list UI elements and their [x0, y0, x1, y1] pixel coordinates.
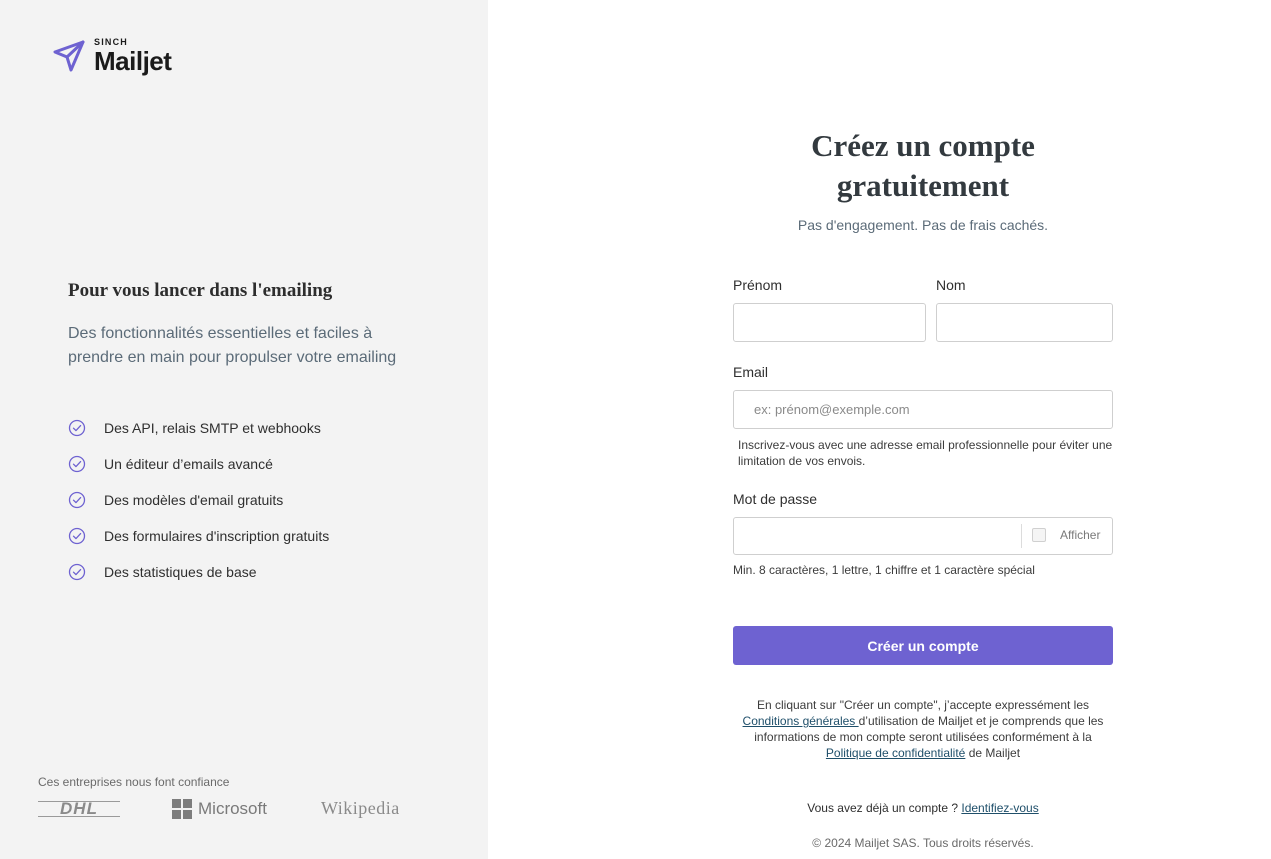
- check-circle-icon: [68, 527, 86, 545]
- microsoft-logo: [172, 799, 267, 819]
- feature-label: Des formulaires d'inscription gratuits: [104, 528, 330, 544]
- legal-text: En cliquant sur "Créer un compte", j’accepte expressément les Conditions générales d’utilisation de Mailjet et je comprends que les informations de mon compte seront utilisées conformément à la Politique de confidentialité de Mailjet: [742, 698, 1104, 760]
- check-circle-icon: [68, 419, 86, 437]
- feature-label: Des modèles d'email gratuits: [104, 492, 284, 508]
- email-label: Email: [733, 364, 769, 380]
- lastname-label: Nom: [936, 277, 966, 293]
- lastname-input[interactable]: [936, 303, 1113, 342]
- email-hint: Inscrivez-vous avec une adresse email professionnelle pour éviter une limitation de vos envois.: [738, 438, 1113, 468]
- terms-link[interactable]: Conditions générales: [742, 714, 859, 728]
- password-label: Mot de passe: [733, 491, 818, 507]
- feature-item: [68, 410, 428, 446]
- password-field: [733, 517, 1113, 555]
- page-title: Créez un compte gratuitement: [811, 128, 1035, 203]
- show-password-checkbox[interactable]: [1032, 528, 1046, 542]
- feature-list: [68, 410, 428, 590]
- trust-logos: [38, 798, 400, 819]
- trust-section: [38, 773, 229, 791]
- show-password-label[interactable]: Afficher: [1060, 528, 1101, 542]
- microsoft-logo-text: Microsoft: [198, 798, 267, 818]
- pitch-title: Pour vous lancer dans l'emailing: [68, 280, 333, 301]
- privacy-link[interactable]: Politique de confidentialité: [825, 746, 966, 760]
- feature-label: Des statistiques de base: [104, 564, 257, 580]
- copyright: © 2024 Mailjet SAS. Tous droits réservés.: [812, 836, 1034, 850]
- mailjet-logo[interactable]: [52, 38, 171, 74]
- left-panel: [0, 0, 488, 859]
- dhl-logo: DHL: [38, 801, 120, 817]
- wikipedia-logo: Wikipedia: [320, 798, 400, 818]
- pitch-section: [68, 280, 428, 590]
- login-prompt: Vous avez déjà un compte ? Identifiez-vous: [807, 801, 1039, 815]
- firstname-input[interactable]: [733, 303, 926, 342]
- password-separator: [1021, 524, 1022, 548]
- feature-item: [68, 482, 428, 518]
- show-password-toggle[interactable]: [1032, 528, 1100, 542]
- microsoft-grid-icon: [172, 799, 192, 819]
- logo-sinch: SINCH: [94, 37, 129, 47]
- paper-plane-icon: [52, 39, 86, 73]
- feature-item: [68, 446, 428, 482]
- create-account-button[interactable]: Créer un compte: [733, 626, 1113, 665]
- password-hint: Min. 8 caractères, 1 lettre, 1 chiffre et 1 caractère spécial: [733, 563, 1035, 577]
- feature-label: Un éditeur d’emails avancé: [104, 456, 273, 472]
- feature-item: [68, 518, 428, 554]
- firstname-label: Prénom: [733, 277, 783, 293]
- check-circle-icon: [68, 563, 86, 581]
- password-input[interactable]: [734, 518, 1020, 554]
- logo-name: Mailjet: [94, 46, 172, 76]
- login-link[interactable]: Identifiez-vous: [961, 801, 1039, 815]
- feature-label: Des API, relais SMTP et webhooks: [104, 420, 321, 436]
- trust-label: Ces entreprises nous font confiance: [38, 775, 230, 789]
- page-subtitle: Pas d'engagement. Pas de frais cachés.: [797, 217, 1049, 233]
- check-circle-icon: [68, 455, 86, 473]
- pitch-subtitle: Des fonctionnalités essentielles et faciles à prendre en main pour propulser votre emailing: [68, 325, 397, 366]
- check-circle-icon: [68, 491, 86, 509]
- feature-item: [68, 554, 428, 590]
- email-input[interactable]: [733, 390, 1113, 429]
